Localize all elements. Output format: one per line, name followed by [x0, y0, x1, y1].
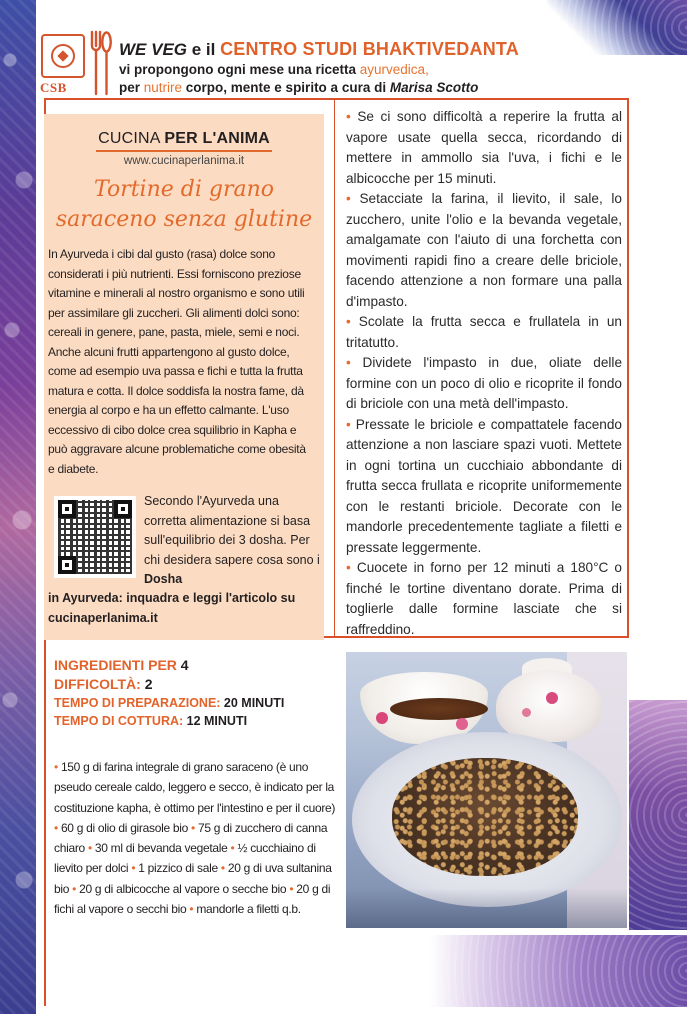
brand-bold: PER L'ANIMA	[164, 130, 270, 147]
step-item: • Cuocete in forno per 12 minuti a 180°C o finché le tortine diventano dorate. Prima di toglierle dalle formine lasciate che si raffreddino.	[346, 560, 622, 637]
ingredient-item: 30 ml di bevanda vegetale	[94, 841, 228, 856]
flower-decoration	[546, 692, 558, 704]
header-line-1	[119, 38, 599, 61]
qr-code[interactable]	[54, 496, 136, 578]
recipe-photo	[346, 652, 627, 928]
recipe-info	[54, 656, 344, 730]
ingredient-item: 1 pizzico di sale	[138, 861, 218, 876]
qr-description-text: Secondo l'Ayurveda una corretta alimentazione si basa sull'equilibrio dei 3 dosha. Per chi desidera sapere cosa sono i	[144, 494, 320, 567]
brand-name	[44, 130, 324, 148]
header-conjunction: e il	[187, 40, 221, 59]
servings: INGREDIENTI PER 4	[54, 657, 189, 673]
brand-underline	[96, 150, 272, 152]
qr-description-bold: Dosha	[144, 572, 183, 586]
tea-image	[390, 698, 488, 720]
left-mandala-band	[0, 0, 36, 1014]
intro-box	[44, 114, 324, 640]
ingredient-item: 20 g di fichi al vapore o secchi bio	[54, 881, 331, 917]
cook-time: TEMPO DI COTTURA: 12 MINUTI	[54, 714, 248, 728]
author-name: Marisa Scotto	[389, 80, 479, 95]
fork-spoon-icon	[88, 30, 112, 96]
step-item: • Setacciate la farina, il lievito, il sale, lo zucchero, unite l'olio e la bevanda vegetale, amalgamate con l'aiuto di una forchetta con movimenti rapidi fino a creare delle briciole, facendo attenzione a non formare una palla d'impasto.	[346, 191, 622, 309]
step-item: • Dividete l'impasto in due, oliate delle formine con un poco di olio e ricoprite il fondo di briciole con una metà dell'impasto.	[346, 355, 622, 411]
recipe-title-line-2: saraceno senza glutine	[55, 207, 313, 232]
ingredient-item: 75 g di zucchero di canna chiaro	[54, 820, 328, 856]
prep-time: TEMPO DI PREPARAZIONE: 20 MINUTI	[54, 696, 285, 710]
qr-finder-icon	[58, 556, 76, 574]
flower-decoration	[456, 718, 468, 730]
photo-shadow	[346, 888, 627, 928]
header-line-3	[119, 79, 599, 97]
difficulty: DIFFICOLTÀ: 2	[54, 676, 153, 692]
ingredient-item: mandorle a filetti q.b.	[196, 902, 301, 917]
ingredient-item: 150 g di farina integrale di grano saraceno (è uno pseudo cereale caldo, leggero e secco, è indicato per la costituzione kapha, è ottimo per l'intestino e per il cuore)	[54, 760, 336, 815]
qr-link-bold: in Ayurveda: inquadra e leggi l'articolo su cucinaperlanima.it	[48, 591, 296, 625]
header-line-2	[119, 61, 599, 79]
qr-finder-icon	[114, 500, 132, 518]
teapot-image	[496, 670, 602, 742]
recipe-title	[44, 175, 324, 235]
frame-right-line	[627, 98, 629, 638]
intro-paragraph: In Ayurveda i cibi dal gusto (rasa) dolce sono considerati i più nutrienti. Essi forniscono preziose vitamine e minerali al nostro organismo e sono utili per assimilare gli zuccheri. Gli alimenti dolci sono: cereali in genere, pane, pasta, miele, semi e noci. Anche alcuni frutti appartengono al gusto dolce, come ad esempio uva passa e fichi e tutta la frutta matura e cotta. Il dolce soddisfa la nostra fame, dà energia al corpo e ha un effetto calmante. L'uso eccessivo di cibo dolce crea squilibrio in Kapha e può aggravare alcune problematiche come obesità e diabete.	[48, 247, 306, 476]
step-item: • Pressate le briciole e compattatele facendo attenzione a non lasciare spazi vuoti. Mettete in ogni tortina un cucchiaio abbondante di frutta secca frullata e ricoprite uniformemente con le restanti briciole. Decorate con le mandorle precedentemente tagliate a filetti e pressate leggermente.	[346, 416, 622, 555]
ingredient-item: 20 g di uva sultanina bio	[54, 861, 332, 896]
bottom-mandala-decoration	[430, 935, 687, 1007]
ingredient-item: 60 g di olio di girasole bio	[60, 820, 188, 835]
ingredients-list: • 150 g di farina integrale di grano saraceno (è uno pseudo cereale caldo, leggero e secco, è indicato per la costituzione kapha, è ottimo per l'intestino e per il cuore) • 60 g di olio di girasole bio • 75 g di zucchero di canna chiaro • 30 ml di bevanda vegetale • ½ cucchiaino di lievito per dolci • 1 pizzico di sale • 20 g di uva sultanina bio • 20 g di albicocche al vapore o secche bio • 20 g di fichi al vapore o secchi bio • mandorle a filetti q.b.	[54, 760, 336, 917]
centro-studi-title: CENTRO STUDI BHAKTIVEDANTA	[220, 39, 519, 59]
we-veg-label: WE VEG	[119, 40, 188, 59]
flower-decoration	[376, 712, 388, 724]
flower-decoration	[522, 708, 531, 717]
qr-link-text	[48, 589, 320, 628]
qr-finder-icon	[58, 500, 76, 518]
nutrire-word: nutrire	[143, 80, 183, 95]
step-item: • Scolate la frutta secca e frullatela in un tritatutto.	[346, 314, 622, 350]
csb-logo	[40, 34, 84, 96]
ingredient-item: ½ cucchiaino di lievito per dolci	[54, 841, 316, 876]
recipe-title-line-1: Tortine di grano	[93, 177, 275, 202]
header-line-3-text: corpo, mente e spirito a cura di	[182, 80, 390, 95]
brand-light: CUCINA	[98, 130, 165, 147]
header	[119, 38, 599, 97]
header-line-2-text: vi propongono ogni mese una ricetta	[119, 62, 360, 77]
ayurvedica-word: ayurvedica,	[359, 62, 429, 77]
qr-description	[144, 492, 320, 590]
mandala-icon	[41, 34, 85, 78]
right-mandala-decoration	[629, 700, 687, 930]
column-divider	[334, 98, 335, 638]
step-item: • Se ci sono difficoltà a reperire la frutta al vapore usate quella secca, ricordando di mettere in ammollo sia l'uva, i fichi e le albicocche per 15 minuti.	[346, 109, 622, 186]
logo-text: CSB	[40, 80, 67, 95]
frame-top-line	[44, 98, 628, 100]
preparation-steps	[346, 107, 622, 640]
ingredient-item: 20 g di albicocche al vapore o secche bio	[79, 881, 287, 896]
tart-image	[392, 758, 578, 876]
header-line-3-per: per	[119, 80, 144, 95]
brand-url[interactable]: www.cucinaperlanima.it	[123, 155, 245, 167]
